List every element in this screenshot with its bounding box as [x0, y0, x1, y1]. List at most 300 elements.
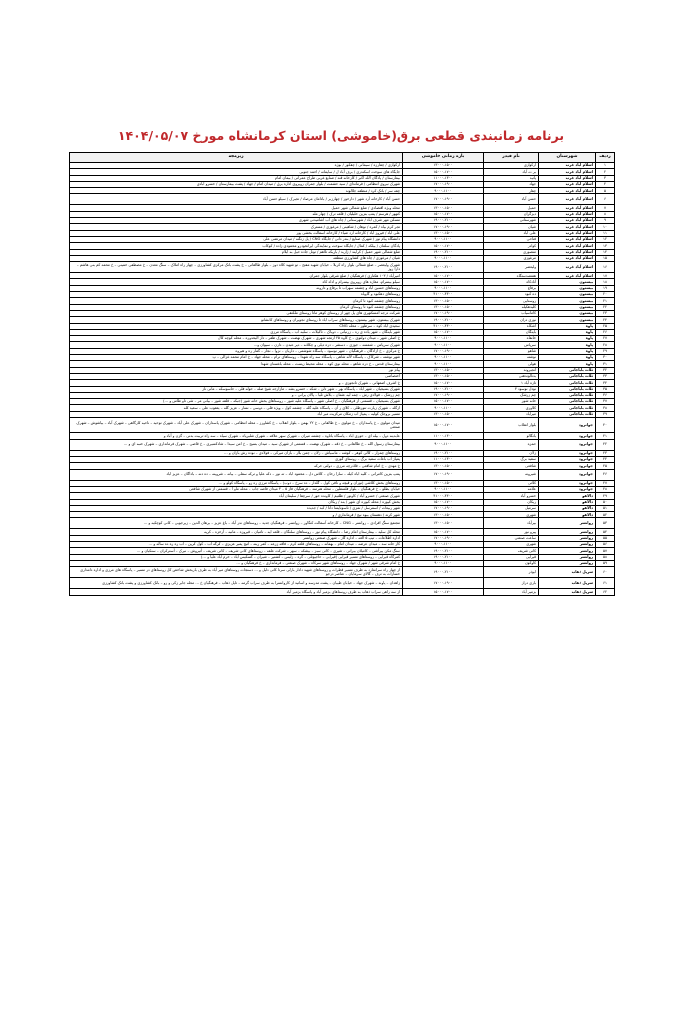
row-area-cell: روستاهای چشمه کبود تا روستای کرمان	[70, 304, 403, 310]
row-city-cell: جوانرود	[539, 457, 596, 463]
row-time-cell: ۹۰۰۰-۱۱۰۰	[403, 336, 484, 342]
table-row	[70, 548, 615, 554]
row-city-cell: اسلام آباد غرب	[539, 249, 596, 255]
row-feeder-cell: آنادکاه	[484, 279, 539, 285]
row-area-cell: خ مرکزی – خ آزادگان – فرهنگیان – شهر نوسود – پاسگاه شوشمی – داریان – نزوا – نجار – گمار ره و هیروه	[70, 348, 403, 354]
row-area-cell: خ اصلی شهر – میدان دولتوی – خ کاوه ۲۵ ارتجه شهری – شهرک نهضت – شهرک ظفر – دار الیحدوره – محله کوچه کال	[70, 336, 403, 342]
row-feeder-cell: برفاع	[484, 285, 539, 291]
row-time-cell: ۴۱۰۰۰-۴۳۰۰	[403, 493, 484, 499]
row-city-cell: اسلام آباد غرب	[539, 163, 596, 169]
row-index-cell: ۲۶	[596, 329, 615, 335]
row-feeder-cell: میراباد	[484, 411, 539, 417]
row-time-cell: ۹۰۰۰-۱۱۰۰	[403, 542, 484, 548]
row-area-cell: خیابان بطلو – خ فرهنگیان – بلوار فلسطین – محله هنرمند – فرهنگیان فاز ۵ – ۳ میدان فاضه جاب – محله ماو ا – قسمتی از شهرک شافعی	[70, 486, 403, 492]
row-index-cell: ۳	[596, 175, 615, 181]
row-feeder-cell: شهرستانی	[484, 218, 539, 224]
row-city-cell: روانسر	[539, 529, 596, 535]
row-time-cell: ۱۵۰۰۰-۱۷۰۰	[403, 243, 484, 249]
row-feeder-cell: روستایی	[484, 298, 539, 304]
header-index: ردیف	[596, 153, 615, 163]
row-area-cell: ازگله – شهرک زیارت تنورطلی – کلای ر آن – پاسگاه علیه گله – چشمه کول – ویژه فلی – دوسی – نسار – عزیز گله – یعقوب علی – سعید کله	[70, 405, 403, 411]
row-time-cell: ۱۳۰۰۰-۱۵۰۰	[403, 373, 484, 379]
row-city-cell: روانسر	[539, 554, 596, 560]
row-time-cell: ۹۰۰۰-۱۱۰۰	[403, 255, 484, 261]
row-time-cell: ۱۹۰۰۰-۲۱۰۰	[403, 386, 484, 392]
row-city-cell: اسلام آباد غرب	[539, 243, 596, 249]
row-time-cell: ۱۳۰۰۰-۱۵۰۰	[403, 298, 484, 304]
row-city-cell: روانسر	[539, 548, 596, 554]
row-time-cell: ۱۵۰۰۰-۱۷۰۰	[403, 399, 484, 405]
row-area-cell: پمپاژ آب باغات سفید برگ – روستای گوری	[70, 457, 403, 463]
row-time-cell: ۱۷۰۰۰-۱۹۰۰	[403, 392, 484, 398]
row-index-cell: ۸	[596, 211, 615, 217]
row-city-cell: جوانرود	[539, 417, 596, 433]
row-feeder-cell: مرغوزی	[484, 255, 539, 261]
row-time-cell: ۹۰۰۰-۱۱۰۰	[403, 355, 484, 361]
row-index-cell: ۲۲	[596, 304, 615, 310]
row-area-cell: سنگ مکن پیرآشی – کامیلان بیرانی – شیری – کانی سبز – بیشکه – سهر – شرکت علفه – روستاهای کانی شریف – کانی شریف – آتیروش – نبرک – آسترکران – سنکیان و …	[70, 548, 403, 554]
row-area-cell: تجر کرم بیاه / کمره / نوهان / شاهینی / مرغوزی / مسترک	[70, 224, 403, 230]
row-feeder-cell: حمیل	[484, 205, 539, 211]
row-feeder-cell: بیرآباد	[484, 518, 539, 529]
row-index-cell: ۳۷	[596, 399, 615, 405]
row-time-cell: ۱۹۰۰۰-۲۱۰۰	[403, 548, 484, 554]
row-index-cell: ۵۶	[596, 542, 615, 548]
row-feeder-cell: پیرو نور	[484, 529, 539, 535]
row-city-cell: پاوه	[539, 323, 596, 329]
row-area-cell: اداره اطلاعات – تیپ ۵ الغه – اداره گاز – شهرک صنعتی روانسر	[70, 535, 403, 541]
row-city-cell: ثلاث باباجانی	[539, 373, 596, 379]
row-city-cell: بیستون	[539, 279, 596, 285]
row-area-cell: شهرک صنعتی / خسرو آباد / کاونور / ظلتیم / کاونده خور / سرچقا / سلیمان آباد	[70, 493, 403, 499]
row-time-cell: ۹۰۰۰-۱۱۰۰	[403, 342, 484, 348]
row-feeder-cell: پاتید	[484, 175, 539, 181]
row-area-cell: چقه سر / بانک کرد / منطقه جلالوند	[70, 188, 403, 194]
row-city-cell: اسلام آباد غرب	[539, 230, 596, 236]
row-time-cell: ۹۰۰۰-۱۱۰۰	[403, 188, 484, 194]
table-row	[70, 567, 615, 578]
row-feeder-cell: کوادر	[484, 243, 539, 249]
row-feeder-cell: هولی	[484, 361, 539, 367]
row-area-cell: عابدینه دول – بیله ای – حوری اباد – پاسگاه باتاوه – چشمه میران – شهرک سهر علاقه – شهرک شلیریاه – شهرک سیاه – سه راه تریبت بدنی – گزن و آباد و	[70, 433, 403, 439]
row-area-cell: پیام نور	[70, 367, 403, 373]
row-area-cell: شرکت درجه امسکنهری های پل چهر از روستای کوهر ماتا روستای ملکتقی	[70, 310, 403, 316]
row-feeder-cell: نوشته	[484, 355, 539, 361]
row-city-cell: اسلام آباد غرب	[539, 211, 596, 217]
row-city-cell: اسلام آباد غرب	[539, 188, 596, 194]
row-index-cell: ۳۰	[596, 355, 615, 361]
row-feeder-cell: شیان	[484, 224, 539, 230]
row-time-cell: ۱۵۰۰۰-۱۷۰۰	[403, 273, 484, 279]
row-time-cell: ۱۱۰۰۰-۱۳۰۰	[403, 433, 484, 439]
row-area-cell: شهرک بسیجیان – قسمتی از فرهنگیان – خ اصلی شهر – پاسگاه علیه شور – روستاهای بخش خانه شور (جبکه – قلقه شور – بیانی مر – شی تاو طاس و …)	[70, 399, 403, 405]
row-time-cell: ۱۱۰۰۰-۱۳۰۰	[403, 457, 484, 463]
row-feeder-cell: ابوذر	[484, 567, 539, 578]
table-row	[70, 194, 615, 205]
row-time-cell: ۱۵۰۰۰-۱۷۰۰	[403, 417, 484, 433]
row-feeder-cell: دیزگران	[484, 211, 539, 217]
row-area-cell: خ مهدی – خ امام شافعی – قلادرچه مرزی – دولتی خرکه	[70, 463, 403, 469]
row-time-cell: ۴۱۰۰۰-۴۳۰۰	[403, 323, 484, 329]
row-index-cell: ۴۱	[596, 433, 615, 439]
row-area-cell: از چهار راه سرانمارد به طرف مسیر قطرات و روستاهای شهید دادار بارلی سرتا کانی دلیل و ... دستجات روستاهای میر آباد به طرف باربخش شاخص کل روستاهای در مسیر – پاسگاه های مرزی و اداره دامداری خسارات به ترف – گالای سرمایان – عناصر درجو	[70, 567, 403, 578]
row-area-cell: پادگان سلمان / بیلکه / کمال / جایگاه سوخت و نمایندگی ایرانخودرو محمودی زاده / کوکاب	[70, 243, 403, 249]
row-city-cell: پاوه	[539, 348, 596, 354]
row-time-cell: ۱۳۰۰۰-۱۵۰۰	[403, 512, 484, 518]
row-area-cell: چم زرشک – فولادی رش – چمه لیه عثمان – بلاش تلیا – پالان یرانی – و	[70, 392, 403, 398]
row-city-cell: بیستون	[539, 298, 596, 304]
row-area-cell: خ امام شرقی شهر / شهرک جهاد – روستاهای شهر سرکاه – شهرک صنعتی – فرمانداری – خ فرهنگیان و …	[70, 560, 403, 566]
row-area-cell: امیرآباد / ۱۰۳ هکتاری / فرهنگیان / ضلع شرقی بلوار جمران	[70, 273, 403, 279]
row-time-cell: ۱۳۰۰۰-۱۵۰۰	[403, 205, 484, 211]
row-index-cell: ۵۹	[596, 560, 615, 566]
row-time-cell: ۹۰۰۰-۱۱۰۰	[403, 439, 484, 450]
row-time-cell: ۱۵۰۰۰-۱۷۰۰	[403, 529, 484, 535]
row-feeder-cell: خسرو آباد	[484, 493, 539, 499]
row-area-cell: روستاهای چمزار – کالی کوهر – کوشه – ماسیاش – زلان – چمن بلار – بازان میرکی – فولادی – نوده رش بازان و …	[70, 450, 403, 456]
row-time-cell: ۹۰۰۰-۱۱۰۰	[403, 560, 484, 566]
row-city-cell: بیستون	[539, 292, 596, 298]
row-index-cell: ۱۵	[596, 255, 615, 261]
row-city-cell: اسلام آباد غرب	[539, 224, 596, 230]
row-city-cell: دالاهو	[539, 499, 596, 505]
row-city-cell: بیستون	[539, 317, 596, 323]
row-feeder-cell: بر ت آباد	[484, 169, 539, 175]
outage-schedule-table	[69, 152, 615, 596]
row-area-cell: جایگاه های سوخت اسکندری / برف آباد ل / سایمانه / احمد جنوبی	[70, 169, 403, 175]
row-index-cell: ۲۹	[596, 348, 615, 354]
row-city-cell: اسلام آباد غرب	[539, 169, 596, 175]
row-time-cell: ۱۳۰۰۰-۱۵۰۰	[403, 518, 484, 529]
row-time-cell: ۱۷۰۰۰-۱۹۰۰	[403, 310, 484, 316]
row-feeder-cell: چم زرشک	[484, 392, 539, 398]
row-index-cell: ۳۶	[596, 392, 615, 398]
row-index-cell: ۱۶	[596, 262, 615, 273]
row-time-cell: ۱۷۰۰۰-۱۹۰۰	[403, 224, 484, 230]
row-time-cell: ۹۰۰۰-۱۱۰۰	[403, 285, 484, 291]
row-feeder-cell: بدنالوندهنی	[484, 373, 539, 379]
row-city-cell: ثلاث باباجانی	[539, 411, 596, 417]
row-feeder-cell: انجیروند	[484, 367, 539, 373]
row-index-cell: ۱۳	[596, 243, 615, 249]
row-city-cell: بیستون	[539, 285, 596, 291]
row-area-cell: شیان / مرغوزی / چاه های کشاورزی منطقه	[70, 255, 403, 261]
row-index-cell: ۳۲	[596, 367, 615, 373]
row-city-cell: پاوه	[539, 361, 596, 367]
row-area-cell: مسکن مهر شرف آباد / شهرستانی / چاه های آب آشامیدنی شهری	[70, 218, 403, 224]
row-index-cell: ۴۷	[596, 480, 615, 486]
row-index-cell: ۲۷	[596, 336, 615, 342]
row-feeder-cell: سفید برگ	[484, 457, 539, 463]
row-time-cell: ۱۵۰۰۰-۱۷۰۰	[403, 169, 484, 175]
row-index-cell: ۵	[596, 188, 615, 194]
row-index-cell: ۶۰	[596, 567, 615, 578]
row-index-cell: ۱	[596, 163, 615, 169]
row-city-cell: اسلام آباد غرب	[539, 218, 596, 224]
row-time-cell: ۱۹۰۰۰-۲۱۰۰	[403, 450, 484, 456]
row-index-cell: ۱۴	[596, 249, 615, 255]
table-row	[70, 417, 615, 433]
row-time-cell: ۱۱۰۰۰-۱۳۰۰	[403, 175, 484, 181]
row-time-cell: ۱۵۰۰۰-۱۷۰۰	[403, 211, 484, 217]
row-feeder-cell: شافعی	[484, 463, 539, 469]
row-feeder-cell: باینگان	[484, 329, 539, 335]
row-time-cell: ۱۳۰۰۰-۱۵۰۰	[403, 304, 484, 310]
row-city-cell: اسلام آباد غرب	[539, 181, 596, 187]
row-feeder-cell: سرمیل	[484, 505, 539, 511]
row-city-cell: جوانرود	[539, 469, 596, 480]
table-row	[70, 542, 615, 548]
header-city: شهرستان	[539, 153, 596, 163]
row-feeder-cell: قیرایی	[484, 554, 539, 560]
row-feeder-cell: ده کبود	[484, 292, 539, 298]
row-time-cell: ۱۷۰۰۰-۱۹۰۰	[403, 469, 484, 480]
row-city-cell: سرپل ذهاب	[539, 578, 596, 589]
table-row	[70, 262, 615, 273]
row-feeder-cell: کلاتی	[484, 480, 539, 486]
row-index-cell: ۴۶	[596, 469, 615, 480]
row-feeder-cell: کلیدهکیله	[484, 304, 539, 310]
row-index-cell: ۷	[596, 205, 615, 211]
row-feeder-cell: بلوار انقلاب	[484, 417, 539, 433]
row-index-cell: ۵۱	[596, 505, 615, 511]
row-city-cell: جوانرود	[539, 486, 596, 492]
row-city-cell: بیستون	[539, 304, 596, 310]
row-feeder-cell: خانه شور	[484, 399, 539, 405]
row-area-cell: از سه راهی سراب ذهاب به طرف روستاهای بزمیر آباد و پاسگاه بزمیر آباد	[70, 589, 403, 595]
row-index-cell: ۴۲	[596, 439, 615, 450]
row-time-cell: ۱۳۰۰۰-۱۵۰۰	[403, 411, 484, 417]
row-feeder-cell: نودل نوسود ۳	[484, 386, 539, 392]
row-time-cell: ۱۷۰۰۰-۱۹۰۰	[403, 505, 484, 511]
row-city-cell: جوانرود	[539, 439, 596, 450]
row-index-cell: ۳۴	[596, 380, 615, 386]
row-feeder-cell: باری دراز	[484, 578, 539, 589]
row-city-cell: اسلام آباد غرب	[539, 262, 596, 273]
row-time-cell: ۱۹۰۰۰-۲۱۰۰	[403, 262, 484, 273]
row-index-cell: ۱۹	[596, 285, 615, 291]
row-index-cell: ۴۹	[596, 493, 615, 499]
row-index-cell: ۴۵	[596, 463, 615, 469]
row-city-cell: ثلاث باباجانی	[539, 399, 596, 405]
row-area-cell: ضلع شمالی شهر حمیل / کرایند / ژاربد / باریکه تلاهم / تونل جاده حیل به ایلام	[70, 249, 403, 255]
row-city-cell: پاوه	[539, 336, 596, 342]
row-city-cell: ثلاث باباجانی	[539, 392, 596, 398]
row-index-cell: ۶۱	[596, 578, 615, 589]
row-index-cell: ۵۳	[596, 518, 615, 529]
row-feeder-cell: کلاوری	[484, 405, 539, 411]
row-feeder-cell: کاوکون	[484, 560, 539, 566]
row-city-cell: اسلام آباد غرب	[539, 175, 596, 181]
row-time-cell: ۱۵۰۰۰-۱۷۰۰	[403, 329, 484, 335]
row-index-cell: ۱۸	[596, 279, 615, 285]
row-city-cell: جوانرود	[539, 480, 596, 486]
row-feeder-cell: ارکوازی	[484, 163, 539, 169]
row-feeder-cell: زلان	[484, 450, 539, 456]
row-feeder-cell: منصوری	[484, 249, 539, 255]
row-area-cell: زاهدان – یاوند – شهرک جهاد – خیابان طیبان – پشت مدرسه و اساتید از کاروانسرا به طرف سراب گرمه – تایل ذهاب – فرهنگیان خ ... محله جابر زکی و رو – بانک کشاورزی و پشت بانک کشاورزی	[70, 578, 403, 589]
row-city-cell: روانسر	[539, 560, 596, 566]
row-index-cell: ۶۲	[596, 589, 615, 595]
row-area-cell: محله کل سلید – بیمارستان امام رضا – دانشگاه پیام نور – روستاهای سلنگان – قلعه ایه – تامیان – قیروزه – مانیه – آرخزه – کریه	[70, 529, 403, 535]
row-area-cell: شهرک ولیعصر – ضلع شمالی بلوار راه کربلا – خیابان شهید مفتح – تو شهید کلاه دوز – بلوار طالقانی – خ پشت بانک مرکزی کشاورزی – چهار راه املاک – سنگ معدن – خ مصطفی خمینی – خ محمد کم بنی هاشم – دارا روز	[70, 262, 403, 273]
row-city-cell: ثلاث باباجانی	[539, 380, 596, 386]
table-row	[70, 578, 615, 589]
row-feeder-cell: خانقاه	[484, 336, 539, 342]
row-index-cell: ۲۳	[596, 310, 615, 316]
row-time-cell: ۱۵۰۰۰-۱۷۰۰	[403, 279, 484, 285]
row-time-cell: ۹۰۰۰-۱۱۰۰	[403, 361, 484, 367]
row-feeder-cell: ولیعصر	[484, 262, 539, 273]
row-feeder-cell: شهری	[484, 542, 539, 548]
row-feeder-cell: ساعت صنعتی	[484, 535, 539, 541]
row-city-cell: سرپل ذهاب	[539, 589, 596, 595]
row-feeder-cell: تازه آباد ۱	[484, 380, 539, 386]
row-index-cell: ۳۱	[596, 361, 615, 367]
row-area-cell: مجتمع سنگ افرادی – روانسر – CNG – کارخانه آسفالت کنگاور – روانسر – فرهنگیان جدید – روستاهای ندر آباد – باغ عزیز – برهان الدین – زیرجوبی – کانی کوچکیه و …	[70, 518, 403, 529]
row-index-cell: ۴۸	[596, 486, 615, 492]
row-area-cell: بیمارستان / پادگان الله اکبر / کارخانه قند / صنایع غربی طراح عمرانی / بیمان امام	[70, 175, 403, 181]
table-row	[70, 469, 615, 480]
row-city-cell: دالاهو	[539, 512, 596, 518]
row-area-cell: سیلو بیسرام، مغازه های رویروی بیسرام و اداه کاه	[70, 279, 403, 285]
row-feeder-cell: شیرونه	[484, 469, 539, 480]
header-feeder: نام فیدر	[484, 153, 539, 163]
row-index-cell: ۵۸	[596, 554, 615, 560]
row-index-cell: ۳۹	[596, 411, 615, 417]
header-area: زیرمجه	[70, 153, 403, 163]
row-index-cell: ۲۵	[596, 323, 615, 329]
row-city-cell: جوانرود	[539, 463, 596, 469]
row-area-cell: روستاهای چشمه کبود تا کرمان	[70, 298, 403, 304]
row-index-cell: ۵۷	[596, 548, 615, 554]
row-time-cell: ۱۷۰۰۰-۱۹۰۰	[403, 535, 484, 541]
row-city-cell: اسلام آباد غرب	[539, 236, 596, 242]
row-city-cell: سرپل ذهاب	[539, 567, 596, 578]
row-feeder-cell: ریکان	[484, 499, 539, 505]
row-area-cell: اختصاصی	[70, 373, 403, 379]
row-feeder-cell: کانی شریف	[484, 548, 539, 554]
table-body	[70, 163, 615, 596]
row-time-cell: ۱۳۰۰۰-۱۵۰۰	[403, 367, 484, 373]
row-index-cell: ۹	[596, 218, 615, 224]
row-feeder-cell: چقار	[484, 188, 539, 194]
row-time-cell: ۱۹۰۰۰-۲۱۰۰	[403, 249, 484, 255]
row-area-cell: محله ویژه اقتصادی / ضلع شمالی شهر حمیل	[70, 205, 403, 211]
row-time-cell: ۱۳۰۰۰-۱۵۰۰	[403, 463, 484, 469]
table-header-row	[70, 153, 615, 163]
row-city-cell: دالاهو	[539, 493, 596, 499]
row-index-cell: ۵۴	[596, 529, 615, 535]
row-feeder-cell: فناحی	[484, 236, 539, 242]
row-index-cell: ۲	[596, 169, 615, 175]
row-area-cell: شهرک نیروی انتظامی / فرماندای / سید حشمت / بلوار جمران رویروی اداره برق / میدان امام / جهاد / پشت بیمارستان / خسرو آبادی	[70, 181, 403, 187]
row-feeder-cell: کاماسیاب	[484, 310, 539, 316]
row-area-cell: کمرگاه قیرایی – روستاهای مسیر قیرایی (قیرایی – حاجیونلی – گره – زلیس – کشتیر – شیران – گسکیس اباد – خرم آباد علیا و …)	[70, 554, 403, 560]
row-time-cell: ۱۹۰۰۰-۲۱۰۰	[403, 554, 484, 560]
row-city-cell: پاوه	[539, 355, 596, 361]
row-index-cell: ۱۱	[596, 230, 615, 236]
row-index-cell: ۱۲	[596, 236, 615, 242]
row-time-cell: ۱۳۰۰۰-۱۵۰۰	[403, 480, 484, 486]
row-area-cell: شهر ربیعات / اسمرسل / نمزی / ناسوناپسا دانا / کبد / جدیده	[70, 505, 403, 511]
row-area-cell: شهر نوشته – شرکاک – پاسگاه لاله شاهی – پاسگاه سه راه شهدا – روستاهای ترام – محله جهاد – خ امام محمد غزالی – پ	[70, 355, 403, 361]
row-area-cell: شهرک بیستون، شهر بیستون، روستاهای سراب اباد تا روستای نجویران و روستاهای کانشانو	[70, 317, 403, 323]
row-index-cell: ۴۳	[596, 450, 615, 456]
row-city-cell: ثلاث باباجانی	[539, 367, 596, 373]
row-time-cell: ۱۵۰۰۰-۱۷۰۰	[403, 589, 484, 595]
row-area-cell: پمپ بنزین کامرانی – کلیه اباه کیله – سارا رخان – کلاس دل – محمود اباد – ته نور – دکه علیا و ترکه سفلی – بیانه – شروینه – ده دنه – باداگان – عزیز اباد	[70, 469, 403, 480]
row-index-cell: ۲۱	[596, 298, 615, 304]
row-index-cell: ۲۸	[596, 342, 615, 348]
table-row	[70, 439, 615, 450]
row-area-cell: حسن آباد / کارخانه آرد شهر / دارخور / چهارزبر / بادامان مرصاد / تجیرک / سیلو حسن آباد	[70, 194, 403, 205]
row-area-cell: علی آباد / فیروز آباد / کارخانه آرد ضیاء / کارخانه آسفالت بخشی پور	[70, 230, 403, 236]
row-time-cell: ۱۷۰۰۰-۱۹۰۰	[403, 578, 484, 589]
row-area-cell: روستاهای بخش کلاشی (نوران و قیچه و نافی کول – گلدار – ده سرخ – دوب) – پاسگاه مرزی ره رو – پاسگاه کولو و …	[70, 480, 403, 486]
row-time-cell: ۴۱۰۰۰-۴۳۰۰	[403, 292, 484, 298]
row-time-cell: ۱۷۰۰۰-۱۹۰۰	[403, 181, 484, 187]
page-title: برنامه زمانبندی قطعی برق(خاموشی) استان کرمانشاه مورخ ۱۴۰۴/۰۵/۰۷	[117, 128, 565, 143]
row-area-cell: کار خانه سد – میدان عرضه – میدان امام – بهمانه – روستاهای قلعه کرم – فاقه زرعه – کمر رینه – آتیج پمبر عزیزی – کرگه آب – کول کرین – آب ره ره ده ساله و …	[70, 542, 403, 548]
row-feeder-cell: شاهو	[484, 348, 539, 354]
row-time-cell: ۹۰۰۰-۱۱۰۰	[403, 405, 484, 411]
row-time-cell: ۹۰۰۰-۱۱۰۰	[403, 486, 484, 492]
row-city-cell: جوانرود	[539, 450, 596, 456]
row-index-cell: ۶	[596, 194, 615, 205]
row-city-cell: روانسر	[539, 535, 596, 541]
row-feeder-cell: هفتصدستگاه	[484, 273, 539, 279]
row-city-cell: اسلام آباد غرب	[539, 273, 596, 279]
row-area-cell: ارکوازی / چقارزه / سیمانی / چقکور / بوژه	[70, 163, 403, 169]
row-index-cell: ۳۵	[596, 386, 615, 392]
row-feeder-cell: حمزه	[484, 439, 539, 450]
row-index-cell: ۴۰	[596, 417, 615, 433]
row-area-cell: شهر باینگان – شهر یاده ی ره – زرنیانی – دوباک – تاکیلات – سلیه اب – پاسگاه مرزی	[70, 329, 403, 335]
row-index-cell: ۳۸	[596, 405, 615, 411]
row-time-cell: ۱۷۰۰۰-۱۹۰۰	[403, 348, 484, 354]
row-city-cell: پاوه	[539, 342, 596, 348]
row-index-cell: ۵۵	[596, 535, 615, 541]
row-area-cell: مسیر بروجک کولیه – پمپاژ آب زمکان مرکزیت میر آباد	[70, 411, 403, 417]
row-city-cell: دالاهو	[539, 505, 596, 511]
row-city-cell: اسلام آباد غرب	[539, 205, 596, 211]
row-city-cell: ثلاث باباجانی	[539, 405, 596, 411]
row-area-cell: شهرک بسیجیان – شهر آباد – پاسگاه بهر – شهر دلن – شکه – خسرو بشه – مازارجه شیخ صله – حوله فلی – حاسوسکه – مانی ناز	[70, 386, 403, 392]
row-area-cell: بیمارستان رسول الله – خ طالقانی – خ ذقه – شهرک نهضت – قسمتی از شهرک سید – میدان بسیج – خ امن سیدا – شادکسیری – خ قاضی – شهرک فرمانداری – شهرک خنبه ای و …	[70, 439, 403, 450]
row-feeder-cell: علی آباد	[484, 230, 539, 236]
row-index-cell: ۴	[596, 181, 615, 187]
row-area-cell: بیمارستان قدس – خ دره شاهو – محله نوی کوه – محله محیط زیست – محله باغستان شهدا	[70, 361, 403, 367]
row-area-cell: روستاهای حسین اباد و چشمه سهراب تا برفاع و دارونه	[70, 285, 403, 291]
row-area-cell: روستاهای دهکبود و گاویاه	[70, 292, 403, 298]
row-area-cell: میدان مولوی – خ پاسداران – خ مولوی – خ طالقانی – خ ۲۲ بهمن – بلوار انقلاب – خ کشاورز – محله انتظامی – شهرک پاسداران – شهرک علی آباد – شهرک توحید – ناحیه کارگاهی – شهرک آباد – بیاشوش – شهرک صنعتی	[70, 417, 403, 433]
row-city-cell: جوانرود	[539, 433, 596, 439]
row-time-cell: ۱۷۰۰۰-۱۹۰۰	[403, 194, 484, 205]
row-index-cell: ۳۳	[596, 373, 615, 379]
row-feeder-cell: سرپاس	[484, 342, 539, 348]
row-index-cell: ۵۲	[596, 512, 615, 518]
row-feeder-cell: شهری	[484, 512, 539, 518]
row-area-cell: شهر کرند / دهستان بیوه نیج / فرمانداری / و	[70, 512, 403, 518]
row-city-cell: روانسر	[539, 542, 596, 548]
row-feeder-cell: بانگالو	[484, 433, 539, 439]
row-area-cell: دانشگاه پیام نور / شهرک صنایع / بندر دانی / جایگاه CNG / پل زنگنه / میدان مرتضی علی	[70, 236, 403, 242]
row-feeder-cell: جهاد	[484, 181, 539, 187]
table-row	[70, 589, 615, 595]
row-feeder-cell: آشکاه	[484, 323, 539, 329]
row-feeder-cell: علامه	[484, 486, 539, 492]
